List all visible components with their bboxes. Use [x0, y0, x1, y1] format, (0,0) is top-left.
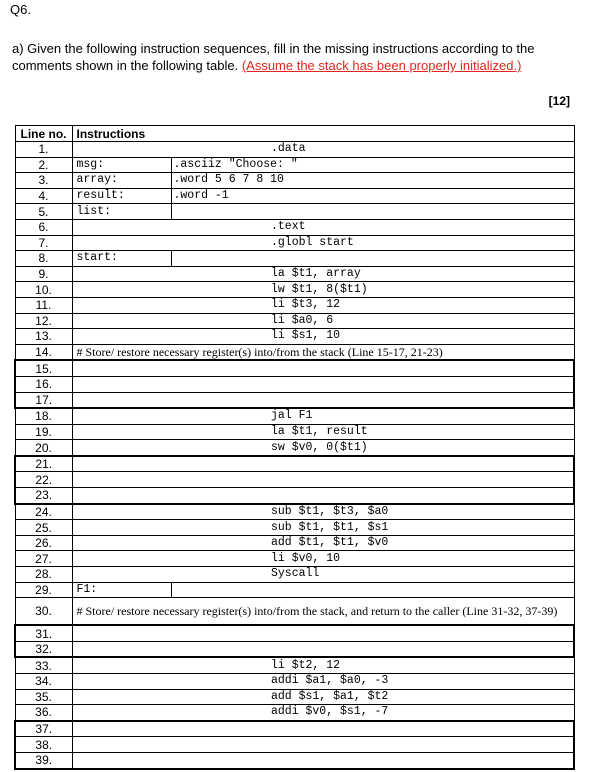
label-cell: [72, 752, 171, 768]
line-number-cell: 20.: [15, 440, 72, 456]
instruction-cell: li $t2, 12: [171, 657, 574, 673]
label-cell: [72, 705, 171, 721]
label-cell: [72, 472, 171, 488]
table-row: [15, 313, 574, 329]
line-number-cell: 37.: [15, 721, 72, 737]
header-line-no: Line no.: [15, 126, 72, 142]
line-number-cell: 33.: [15, 657, 72, 673]
label-cell: array:: [72, 173, 171, 189]
answer-blank-cell[interactable]: [171, 721, 574, 737]
answer-blank-cell[interactable]: [171, 472, 574, 488]
answer-blank-cell[interactable]: [171, 488, 574, 504]
label-cell: [72, 424, 171, 440]
label-cell: [72, 737, 171, 753]
table-row: [15, 157, 574, 173]
line-number-cell: 18.: [15, 408, 72, 424]
instruction-cell: .word -1: [171, 188, 574, 204]
label-cell: [72, 535, 171, 551]
label-cell: [72, 376, 171, 392]
line-number-cell: 35.: [15, 689, 72, 705]
instruction-table: [14, 125, 575, 770]
table-row: [15, 188, 574, 204]
table-row: [15, 282, 574, 298]
instruction-cell: jal F1: [171, 408, 574, 424]
table-row: [15, 504, 574, 520]
line-number-cell: 11.: [15, 297, 72, 313]
table-row: [15, 472, 574, 488]
line-number-cell: 1.: [15, 142, 72, 158]
table-row: [15, 674, 574, 690]
table-row: [15, 582, 574, 598]
table-row: [15, 235, 574, 251]
line-number-cell: 36.: [15, 705, 72, 721]
question-intro: [12, 40, 572, 74]
answer-blank-cell[interactable]: [171, 392, 574, 408]
answer-blank-cell[interactable]: [171, 456, 574, 472]
answer-blank-cell[interactable]: [171, 251, 574, 267]
label-cell: [72, 408, 171, 424]
label-cell: [72, 674, 171, 690]
table-row: [15, 752, 574, 768]
line-number-cell: 5.: [15, 204, 72, 220]
label-cell: [72, 440, 171, 456]
label-cell: [72, 329, 171, 345]
line-number-cell: 15.: [15, 360, 72, 376]
line-number-cell: 25.: [15, 520, 72, 536]
label-cell: [72, 235, 171, 251]
table-row: [15, 535, 574, 551]
line-number-cell: 6.: [15, 219, 72, 235]
table-row: [15, 567, 574, 583]
answer-blank-cell[interactable]: [171, 625, 574, 641]
label-cell: [72, 313, 171, 329]
instruction-table-wrapper: [14, 125, 573, 770]
label-cell: [72, 266, 171, 282]
table-row: [15, 641, 574, 657]
label-cell: [72, 360, 171, 376]
line-number-cell: 14.: [15, 344, 72, 360]
line-number-cell: 9.: [15, 266, 72, 282]
instruction-cell: sub $t1, $t3, $a0: [171, 504, 574, 520]
instruction-cell: li $a0, 6: [171, 313, 574, 329]
instruction-cell: .globl start: [171, 235, 574, 251]
line-number-cell: 30.: [15, 598, 72, 626]
table-row: [15, 251, 574, 267]
table-row: [15, 408, 574, 424]
line-number-cell: 4.: [15, 188, 72, 204]
instruction-cell: la $t1, result: [171, 424, 574, 440]
table-row: [15, 721, 574, 737]
table-row: [15, 440, 574, 456]
label-cell: [72, 551, 171, 567]
table-row: [15, 520, 574, 536]
line-number-cell: 27.: [15, 551, 72, 567]
instruction-cell: .text: [171, 219, 574, 235]
label-cell: [72, 567, 171, 583]
table-row: [15, 705, 574, 721]
line-number-cell: 13.: [15, 329, 72, 345]
table-row: [15, 625, 574, 641]
answer-blank-cell[interactable]: [171, 360, 574, 376]
label-cell: [72, 504, 171, 520]
answer-blank-cell[interactable]: [171, 641, 574, 657]
line-number-cell: 10.: [15, 282, 72, 298]
line-number-cell: 21.: [15, 456, 72, 472]
line-number-cell: 12.: [15, 313, 72, 329]
comment-cell: # Store/ restore necessary register(s) into/from the stack (Line 15-17, 21-23): [72, 344, 574, 360]
header-instructions: Instructions: [72, 126, 574, 142]
instruction-cell: add $t1, $t1, $v0: [171, 535, 574, 551]
label-cell: [72, 520, 171, 536]
line-number-cell: 38.: [15, 737, 72, 753]
intro-text: a) Given the following instruction sequences, fill in the missing instructions according to the comments shown in the following table.: [12, 41, 535, 73]
label-cell: [72, 625, 171, 641]
label-cell: result:: [72, 188, 171, 204]
label-cell: [72, 282, 171, 298]
label-cell: msg:: [72, 157, 171, 173]
instruction-cell: li $v0, 10: [171, 551, 574, 567]
answer-blank-cell[interactable]: [171, 752, 574, 768]
label-cell: [72, 297, 171, 313]
label-cell: [72, 721, 171, 737]
label-cell: F1:: [72, 582, 171, 598]
label-cell: list:: [72, 204, 171, 220]
table-header-row: [15, 126, 574, 142]
label-cell: [72, 219, 171, 235]
label-cell: start:: [72, 251, 171, 267]
line-number-cell: 32.: [15, 641, 72, 657]
line-number-cell: 28.: [15, 567, 72, 583]
instruction-cell: li $s1, 10: [171, 329, 574, 345]
question-number: Q6.: [10, 2, 31, 17]
instruction-cell: sw $v0, 0($t1): [171, 440, 574, 456]
line-number-cell: 16.: [15, 376, 72, 392]
table-row: [15, 266, 574, 282]
line-number-cell: 2.: [15, 157, 72, 173]
label-cell: [72, 641, 171, 657]
instruction-cell: .asciiz "Choose: ": [171, 157, 574, 173]
marks-label: [12]: [548, 94, 570, 108]
label-cell: [72, 657, 171, 673]
instruction-cell: add $s1, $a1, $t2: [171, 689, 574, 705]
line-number-cell: 22.: [15, 472, 72, 488]
table-row: [15, 456, 574, 472]
instruction-cell: .data: [171, 142, 574, 158]
table-row: [15, 360, 574, 376]
table-row: [15, 551, 574, 567]
comment-cell: # Store/ restore necessary register(s) into/from the stack, and return to the caller (Line 31-32, 37-39): [72, 598, 574, 626]
table-row: [15, 204, 574, 220]
line-number-cell: 26.: [15, 535, 72, 551]
line-number-cell: 39.: [15, 752, 72, 768]
line-number-cell: 7.: [15, 235, 72, 251]
label-cell: [72, 142, 171, 158]
answer-blank-cell[interactable]: [171, 204, 574, 220]
label-cell: [72, 689, 171, 705]
table-row: [15, 376, 574, 392]
answer-blank-cell[interactable]: [171, 737, 574, 753]
line-number-cell: 34.: [15, 674, 72, 690]
table-row: [15, 297, 574, 313]
label-cell: [72, 488, 171, 504]
answer-blank-cell[interactable]: [171, 376, 574, 392]
instruction-cell: addi $v0, $s1, -7: [171, 705, 574, 721]
label-cell: [72, 392, 171, 408]
table-row: [15, 219, 574, 235]
instruction-cell: li $t3, 12: [171, 297, 574, 313]
table-row: [15, 424, 574, 440]
table-row: [15, 689, 574, 705]
instruction-cell: lw $t1, 8($t1): [171, 282, 574, 298]
instruction-cell: addi $a1, $a0, -3: [171, 674, 574, 690]
answer-blank-cell[interactable]: [171, 582, 574, 598]
table-row: [15, 488, 574, 504]
line-number-cell: 31.: [15, 625, 72, 641]
table-row: [15, 344, 574, 360]
instruction-cell: Syscall: [171, 567, 574, 583]
line-number-cell: 3.: [15, 173, 72, 189]
table-row: [15, 329, 574, 345]
line-number-cell: 8.: [15, 251, 72, 267]
line-number-cell: 29.: [15, 582, 72, 598]
label-cell: [72, 456, 171, 472]
line-number-cell: 23.: [15, 488, 72, 504]
intro-note: (Assume the stack has been properly initialized.): [241, 58, 522, 73]
table-body: [15, 142, 574, 769]
line-number-cell: 17.: [15, 392, 72, 408]
table-row: [15, 142, 574, 158]
table-row: [15, 598, 574, 626]
table-row: [15, 173, 574, 189]
instruction-cell: la $t1, array: [171, 266, 574, 282]
line-number-cell: 24.: [15, 504, 72, 520]
instruction-cell: sub $t1, $t1, $s1: [171, 520, 574, 536]
line-number-cell: 19.: [15, 424, 72, 440]
instruction-cell: .word 5 6 7 8 10: [171, 173, 574, 189]
table-row: [15, 657, 574, 673]
table-row: [15, 737, 574, 753]
table-row: [15, 392, 574, 408]
